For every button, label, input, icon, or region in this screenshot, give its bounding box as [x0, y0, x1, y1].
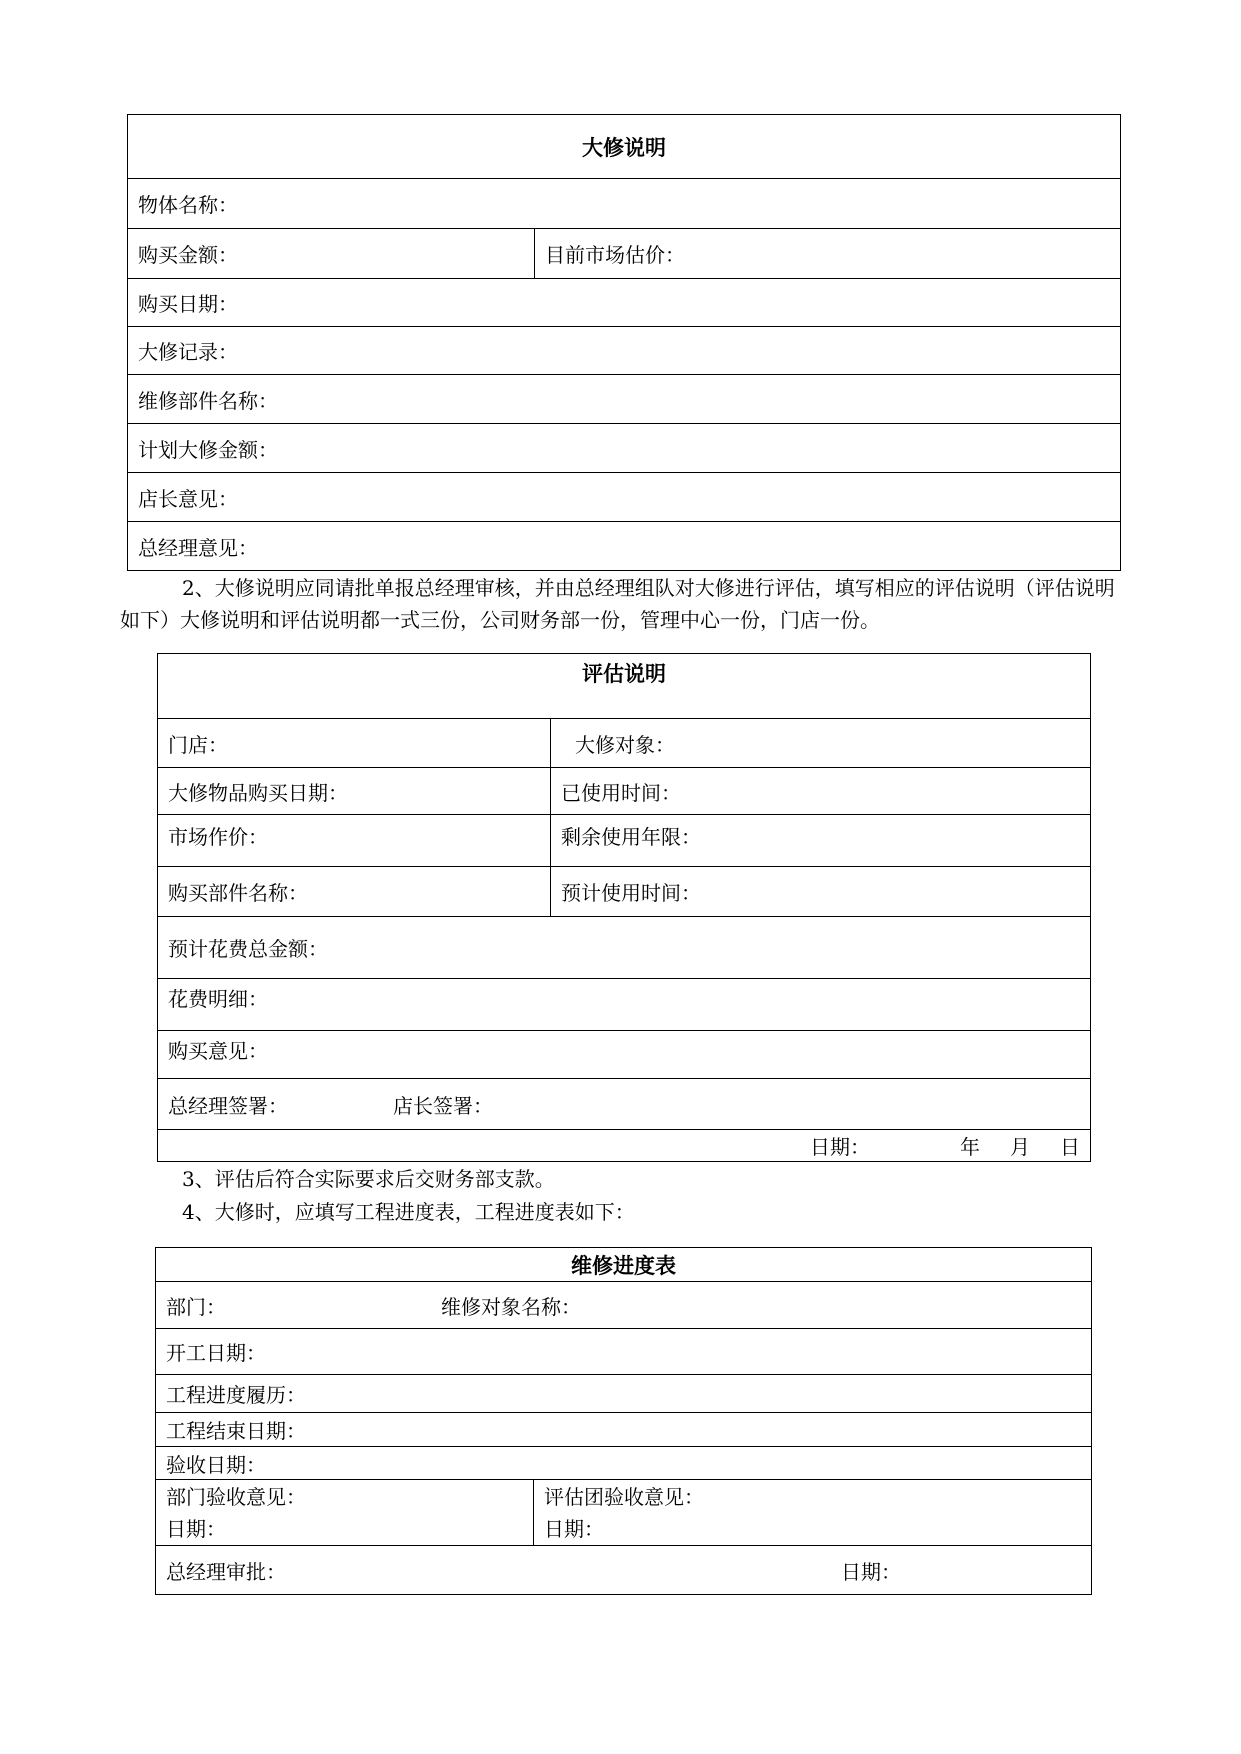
market-value-field: 目前市场估价：: [535, 229, 1121, 279]
object-name-field: 物体名称：: [128, 179, 1121, 229]
purchase-opinion-field: 购买意见：: [158, 1031, 1091, 1079]
manager-opinion-field: 店长意见：: [128, 473, 1121, 522]
repair-target-field: 大修对象：: [551, 719, 1091, 768]
gm-sign-label: 总经理签署：: [168, 1093, 288, 1118]
paragraph-4: 4、大修时，应填写工程进度表，工程进度表如下：: [182, 1200, 635, 1224]
repair-object-label: 维修对象名称：: [441, 1294, 581, 1319]
paragraph-3: 3、评估后符合实际要求后交财务部支款。: [182, 1167, 555, 1191]
total-cost-field: 预计花费总金额：: [158, 917, 1091, 979]
eval-date-label: 日期：: [544, 1516, 604, 1541]
table1-title: 大修说明: [128, 115, 1121, 179]
used-time-field: 已使用时间：: [551, 768, 1091, 815]
paragraph-2: 2、大修说明应同请批单报总经理审核，并由总经理组队对大修进行评估，填写相应的评估说明（评估说明如下）大修说明和评估说明都一式三份，公司财务部一份，管理中心一份，门店一份。: [120, 576, 1115, 632]
dept-date-label: 日期：: [166, 1516, 226, 1541]
year-label: 年: [960, 1135, 980, 1159]
parts-name-field: 购买部件名称：: [158, 867, 551, 917]
purchase-amount-field: 购买金额：: [128, 229, 535, 279]
evaluation-description-table: [157, 653, 1091, 1162]
gm-opinion-field: 总经理意见：: [128, 522, 1121, 571]
repair-parts-field: 维修部件名称：: [128, 375, 1121, 424]
repair-progress-table: [155, 1247, 1092, 1595]
cost-detail-field: 花费明细：: [158, 979, 1091, 1031]
department-row: [156, 1282, 1092, 1329]
gm-approval-date-label: 日期：: [841, 1559, 901, 1584]
repair-record-field: 大修记录：: [128, 327, 1121, 375]
date-row: [158, 1130, 1091, 1162]
gm-approval-row: [156, 1546, 1092, 1595]
month-label: 月: [1010, 1135, 1030, 1159]
dept-acceptance-cell: [156, 1480, 534, 1546]
end-date-field: 工程结束日期：: [156, 1413, 1092, 1447]
planned-amount-field: 计划大修金额：: [128, 424, 1121, 473]
table2-title: 评估说明: [158, 654, 1091, 719]
day-label: 日: [1060, 1135, 1080, 1159]
remaining-life-field: 剩余使用年限：: [551, 815, 1091, 867]
item-purchase-date-field: 大修物品购买日期：: [158, 768, 551, 815]
store-field: 门店：: [158, 719, 551, 768]
date-label: 日期：: [810, 1135, 870, 1159]
eval-acceptance-cell: [534, 1480, 1092, 1546]
department-label: 部门：: [166, 1294, 226, 1319]
dept-opinion-label: 部门验收意见：: [166, 1484, 306, 1509]
start-date-field: 开工日期：: [156, 1329, 1092, 1375]
market-price-field: 市场作价：: [158, 815, 551, 867]
acceptance-date-field: 验收日期：: [156, 1447, 1092, 1480]
table3-title: 维修进度表: [156, 1248, 1092, 1282]
gm-approval-label: 总经理审批：: [166, 1559, 286, 1584]
eval-opinion-label: 评估团验收意见：: [544, 1484, 704, 1509]
overhaul-description-table: [127, 114, 1121, 571]
progress-history-field: 工程进度履历：: [156, 1375, 1092, 1413]
purchase-date-field: 购买日期：: [128, 279, 1121, 327]
signature-row: [158, 1079, 1091, 1130]
manager-sign-label: 店长签署：: [393, 1093, 493, 1118]
expected-use-field: 预计使用时间：: [551, 867, 1091, 917]
